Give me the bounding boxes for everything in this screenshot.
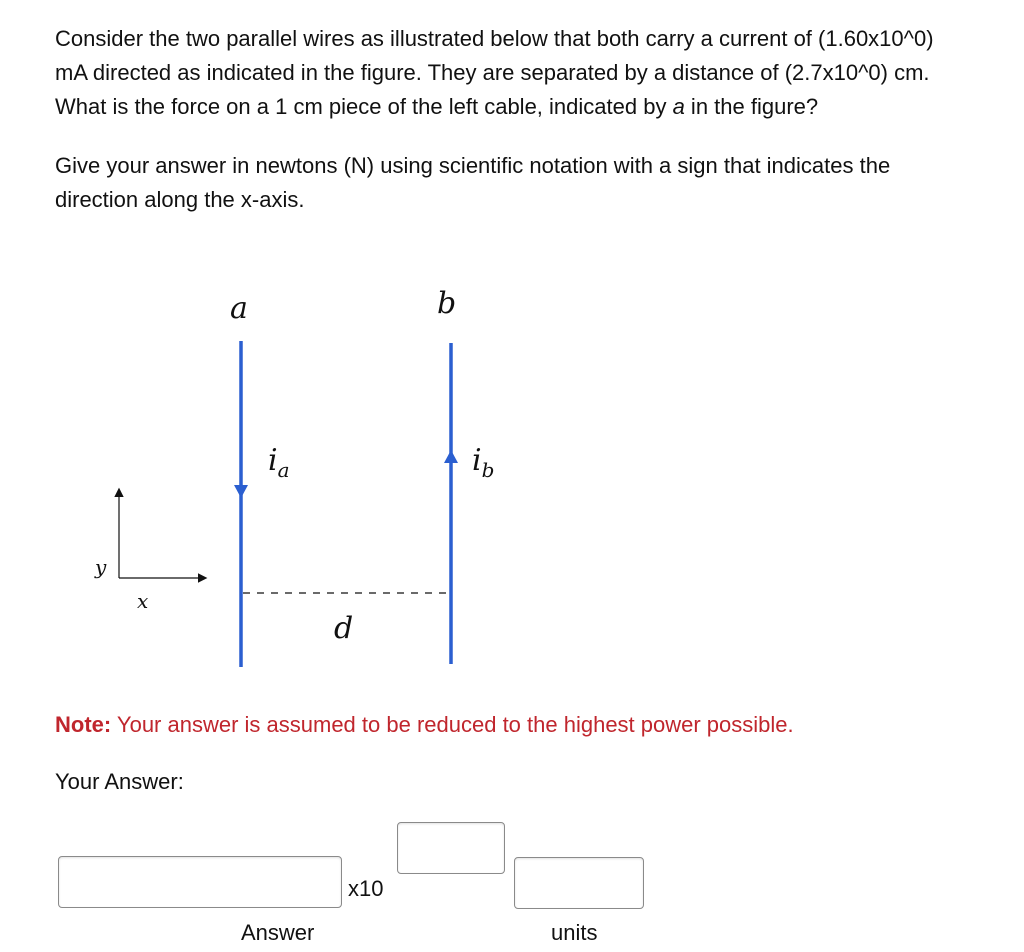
current-a-arrow-icon <box>234 485 248 498</box>
answer-caption: Answer <box>241 920 315 945</box>
question-paragraph-2: Give your answer in newtons (N) using scientific notation with a sign that indicates the direction along the x-axis. <box>55 153 891 212</box>
question-paragraph-1: Consider the two parallel wires as illustrated below that both carry a current of (1.60x10^0) mA directed as indicated in the figure. They are separated by a distance of (2.7x10^0) cm. What is the force on a 1 cm piece of the left cable, indicated by a in the figure? <box>55 26 934 119</box>
current-a-label: $i_a$ <box>268 443 290 482</box>
distance-label: d <box>334 611 354 646</box>
wire-a-reference: a <box>672 94 685 119</box>
note-text: Note: Your answer is assumed to be reduced to the highest power possible. <box>55 712 794 737</box>
wire-b-label: b <box>437 286 457 321</box>
answer-input[interactable] <box>58 856 342 908</box>
units-input[interactable] <box>514 857 644 909</box>
x-axis-label: x <box>137 589 149 613</box>
current-b-arrow-icon <box>444 450 458 463</box>
wire-a-label: a <box>230 291 248 326</box>
times-ten-label: x10 <box>348 876 384 901</box>
units-caption: units <box>551 920 598 945</box>
exponent-input[interactable] <box>397 822 505 874</box>
y-axis-label: y <box>95 555 107 579</box>
your-answer-heading: Your Answer: <box>55 769 184 794</box>
current-b-label: $i_b$ <box>472 443 495 482</box>
